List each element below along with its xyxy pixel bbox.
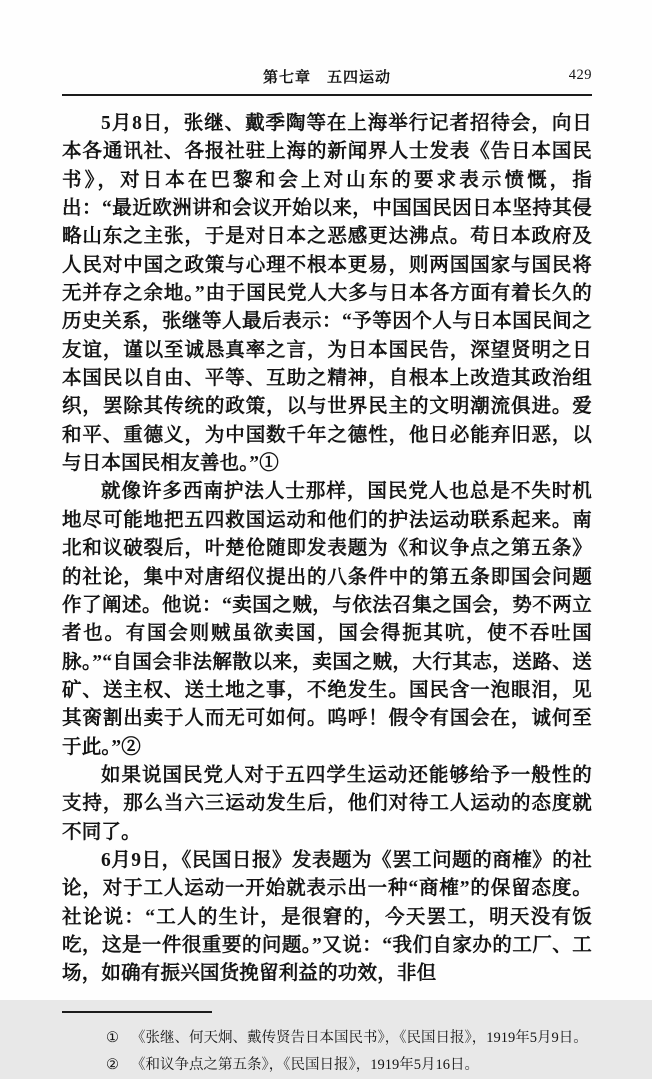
page-content (62, 66, 592, 1079)
footnote (106, 1025, 592, 1052)
body-paragraph: 5月8日，张继、戴季陶等在上海举行记者招待会，向日本各通讯社、各报社驻上海的新闻界人士发表《告日本国民书》，对日本在巴黎和会上对山东的要求表示愤慨，指出：“最近欧洲讲和会议开始以来，中国国民因日本坚持其侵略山东之主张，于是对日本之恶感更达沸点。苟日本政府及人民对中国之政策与心理不根本更易，则两国国家与国民将无并存之余地。”由于国民党人大多与日本各方面有着长久的历史关系，张继等人最后表示：“予等因个人与日本国民间之友谊，谨以至诚恳真率之言，为日本国民告，深望贤明之日本国民以自由、平等、互助之精神，自根本上改造其政治组织，罢除其传统的政策，以与世界民主的文明潮流俱进。爱和平、重德义，为中国数千年之德性，他日必能弃旧恶，以与日本国民相友善也。”① (62, 113, 592, 475)
body-paragraph: 如果说国民党人对于五四学生运动还能够给予一般性的支持，那么当六三运动发生后，他们对待工人运动的态度就不同了。 (62, 764, 592, 843)
footnote-text: 《和议争点之第五条》，《民国日报》，1919年5月16日。 (131, 1056, 479, 1073)
header-rule (62, 94, 592, 96)
footnote-text: 《张继、何天炯、戴传贤告日本国民书》，《民国日报》，1919年5月9日。 (131, 1029, 588, 1046)
body-paragraph: 6月9日，《民国日报》发表题为《罢工问题的商榷》的社论，对于工人运动一开始就表示出一种“商榷”的保留态度。社论说：“工人的生计，是很窘的，今天罢工，明天没有饭吃，这是一件很重要的问题。”又说：“我们自家办的工厂、工场，如确有振兴国货挽留利益的功效，非但 (62, 849, 592, 985)
footnote-section (62, 1025, 592, 1079)
footnote-marker: ① (106, 1029, 119, 1046)
body-paragraph: 就像许多西南护法人士那样，国民党人也总是不失时机地尽可能地把五四救国运动和他们的护法运动联系起来。南北和议破裂后，叶楚伧随即发表题为《和议争点之第五条》的社论，集中对唐绍仪提出的八条件中的第五条即国会问题作了阐述。他说：“卖国之贼，与依法召集之国会，势不两立者也。有国会则贼虽欲卖国，国会得扼其吭，使不吞吐国脉。”“自国会非法解散以来，卖国之贼，大行其志，送路、送矿、送主权、送土地之事，不绝发生。国民含一泡眼泪，见其脔割出卖于人而无可如何。呜呼！假令有国会在，诚何至于此。”② (62, 481, 592, 758)
footnote-marker: ② (106, 1056, 119, 1073)
footnote (106, 1052, 592, 1079)
page-number: 429 (568, 67, 592, 83)
footnote-rule (62, 1011, 212, 1013)
chapter-title: 第七章 五四运动 (262, 70, 391, 86)
page-header (62, 66, 592, 90)
body-text (62, 110, 592, 989)
